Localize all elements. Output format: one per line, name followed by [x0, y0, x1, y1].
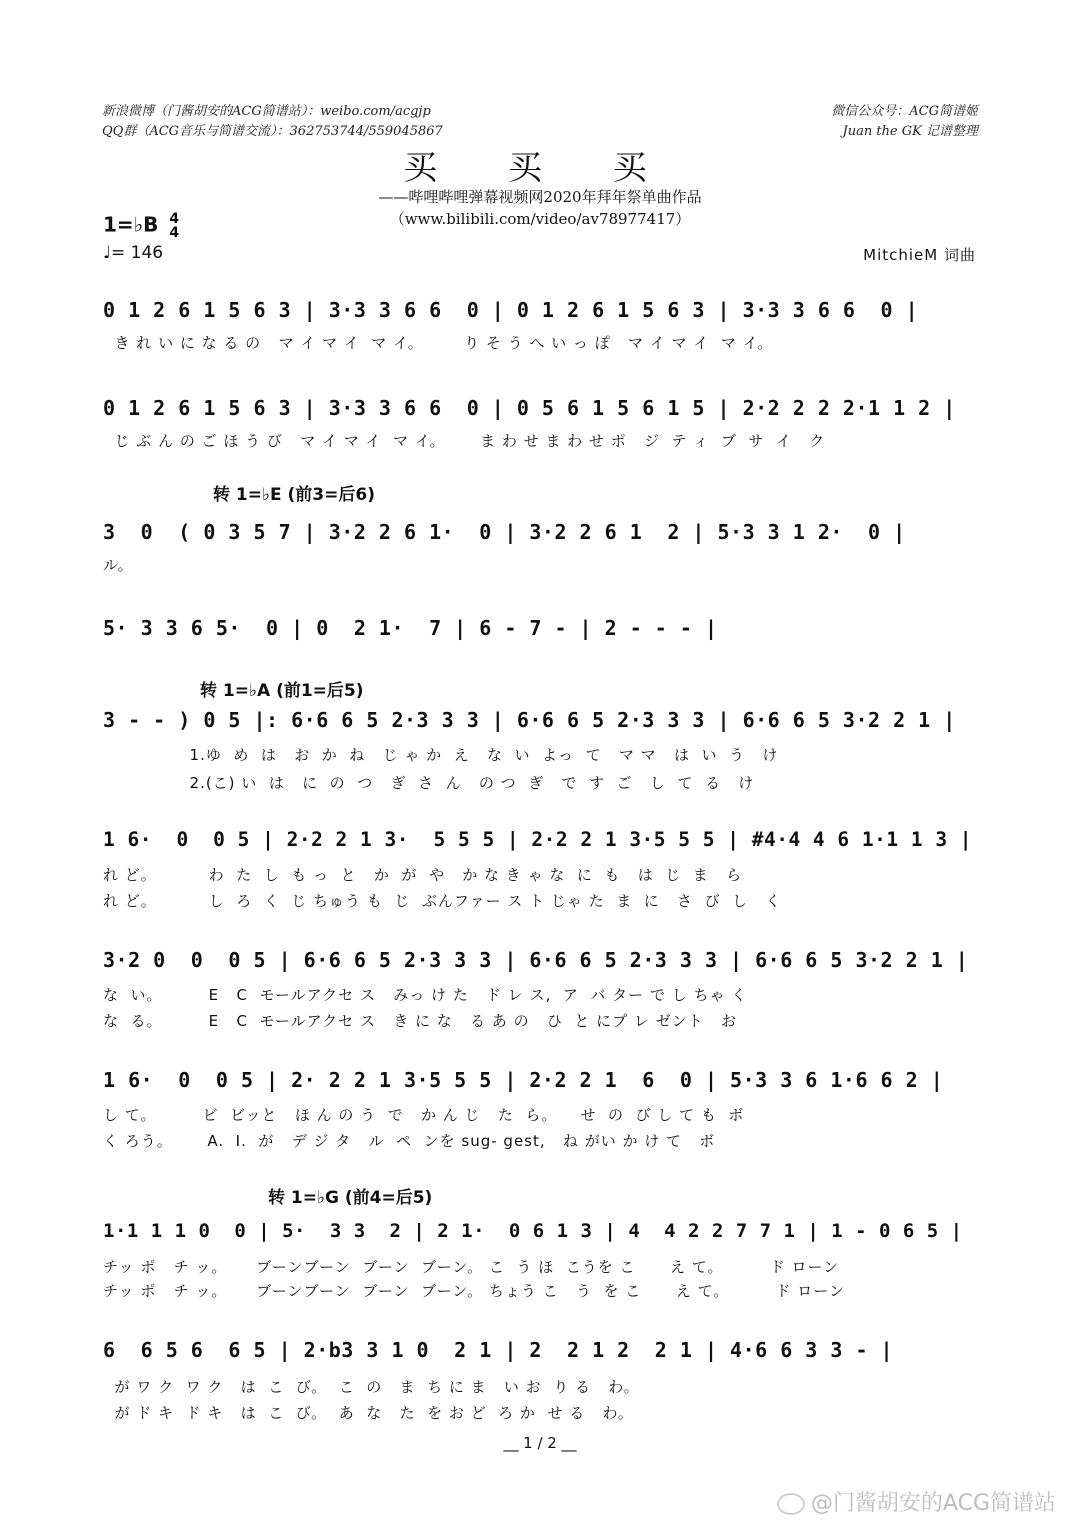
lyric-line-verse-2: な る。 E C モールアクセ ス き に な る あ の ひ と にプ レ ゼント お	[103, 1012, 738, 1030]
weibo-icon	[777, 1493, 805, 1515]
lyric-line-verse-2: く ろう。 A. I. が デ ジ タ ル ペ ンを sug- gest, ね がい か け て ボ	[103, 1132, 716, 1150]
weibo-watermark	[777, 1486, 1056, 1517]
song-title: 买 买 买	[403, 148, 677, 188]
time-top: 4	[169, 211, 180, 227]
lyric-line: ル。	[103, 556, 134, 574]
lyric-line: き れ い に な る の マ イ マ イ マ イ。 り そ う へ い っ ぽ マ イ マ イ マ イ。	[103, 334, 774, 352]
lyric-line-verse-2: チッ ポ チ ッ。 ブーンブーン ブーン ブーン。 ちょう こ う を こ え て。 ド ローン	[103, 1282, 845, 1300]
key-signature	[103, 212, 179, 240]
notation-line: 6 6 5 6 6 5 | 2·b3 3 1 0 2 1 | 2 2 1 2 2 1 | 4·6 6 3 3 - |	[103, 1338, 894, 1362]
header-qq: QQ群（ACG音乐与简谱交流）：362753744/559045867	[102, 124, 443, 139]
header-arranger: Juan the GK 记谱整理	[842, 124, 978, 139]
composer-credit: MitchieM 词曲	[863, 246, 976, 264]
header-left	[102, 102, 443, 142]
time-bottom: 4	[169, 225, 180, 241]
header-right	[831, 102, 978, 142]
lyric-line-verse-1: チッ ポ チ ッ。 ブーンブーン ブーン ブーン。 こ う ほ こうを こ え て。 ド ローン	[103, 1258, 840, 1276]
notation-line: 1 6· 0 0 5 | 2· 2 2 1 3·5 5 5 | 2·2 2 1 6 0 | 5·3 3 6 1·6 6 2 |	[103, 1068, 944, 1092]
header-weibo: 新浪微博（门酱胡安的ACG简谱站）：weibo.com/acgjp	[102, 104, 431, 119]
notation-line: 0 1 2 6 1 5 6 3 | 3·3 3 6 6 0 | 0 1 2 6 1 5 6 3 | 3·3 3 6 6 0 |	[103, 298, 919, 322]
lyric-line-verse-1: な い。 E C モールアクセ ス みっ け た ド レ ス, ア バ ター で し ちゃ く	[103, 986, 748, 1004]
key-label: 1=♭B	[103, 212, 159, 237]
lyric-line-verse-1: れ ど。 わ た し も っ と か が や か な き ゃ な に も は じ ま ら	[103, 866, 743, 884]
time-signature	[169, 212, 179, 240]
lyric-line-verse-1: 1.ゆ め は お か ね じ ゃ か え な い よっ て マ マ は い う け	[103, 746, 779, 764]
header-wechat: 微信公众号：ACG简谱姬	[831, 104, 978, 119]
lyric-line-verse-2: 2.(こ) い は に の つ ぎ さ ん の つ ぎ で す ご し て る け	[103, 774, 755, 792]
page-number: __ 1 / 2 __	[503, 1434, 577, 1452]
modulation-1: 转 1=♭E (前3=后6)	[213, 485, 375, 505]
tempo-marking: ♩= 146	[103, 243, 164, 263]
modulation-3: 转 1=♭G (前4=后5)	[268, 1188, 433, 1208]
notation-line: 5· 3 3 6 5· 0 | 0 2 1· 7 | 6 - 7 - | 2 - - - |	[103, 616, 718, 640]
lyric-line: じ ぶ ん の ご ほ う び マ イ マ イ マ イ。 ま わ せ ま わ せ ポ ジ テ ィ ブ サ イ ク	[103, 432, 826, 450]
notation-line: 1·1 1 1 0 0 | 5· 3 3 2 | 2 1· 0 6 1 3 | 4 4 2 2 7 7 1 | 1 - 0 6 5 |	[103, 1220, 963, 1242]
song-subtitle: ——哔哩哔哩弹幕视频网2020年拜年祭单曲作品	[378, 188, 702, 206]
notation-line: 3·2 0 0 0 5 | 6·6 6 5 2·3 3 3 | 6·6 6 5 2·3 3 3 | 6·6 6 5 3·2 2 1 |	[103, 948, 969, 972]
lyric-line-verse-1: し て。 ビ ビッと ほ ん の う で か ん じ た ら。 せ の び し て も ボ	[103, 1106, 745, 1124]
lyric-line-verse-1: が ワ ク ワ ク は こ び。 こ の ま ち に ま い お り る わ。	[103, 1378, 640, 1396]
modulation-2: 转 1=♭A (前1=后5)	[200, 681, 364, 701]
lyric-line-verse-2: が ド キ ド キ は こ び。 あ な た を お ど ろ か せ る わ。	[103, 1404, 634, 1422]
notation-line: 1 6· 0 0 5 | 2·2 2 1 3· 5 5 5 | 2·2 2 1 3·5 5 5 | #4·4 4 6 1·1 1 3 |	[103, 828, 973, 851]
lyric-line-verse-2: れ ど。 し ろ く じ ちゅう も じ ぶんファー ス ト じゃ た ま に さ び し く	[103, 892, 782, 910]
notation-line: 0 1 2 6 1 5 6 3 | 3·3 3 6 6 0 | 0 5 6 1 5 6 1 5 | 2·2 2 2 2·1 1 2 |	[103, 396, 956, 420]
watermark-text: @门酱胡安的ACG简谱站	[810, 1491, 1056, 1516]
video-url: （www.bilibili.com/video/av78977417）	[389, 210, 691, 228]
notation-line: 3 - - ) 0 5 |: 6·6 6 5 2·3 3 3 | 6·6 6 5 2·3 3 3 | 6·6 6 5 3·2 2 1 |	[103, 708, 956, 732]
notation-line: 3 0 ( 0 3 5 7 | 3·2 2 6 1· 0 | 3·2 2 6 1 2 | 5·3 3 1 2· 0 |	[103, 520, 906, 544]
